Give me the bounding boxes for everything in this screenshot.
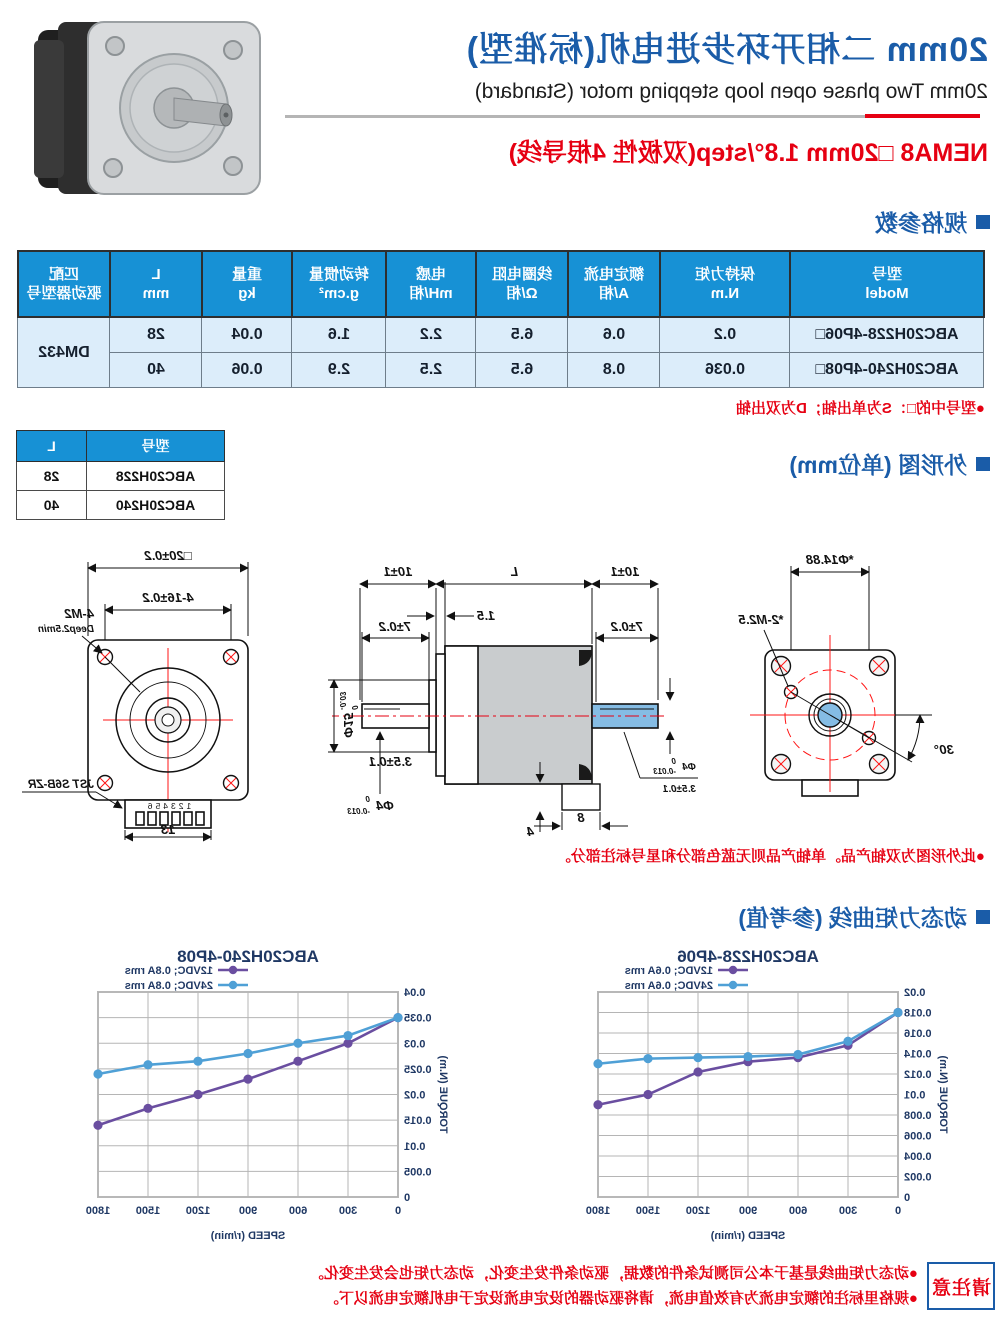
dim-label: 4 (526, 824, 534, 839)
svg-text:0.002: 0.002 (904, 1171, 932, 1184)
spec-table (17, 250, 985, 388)
svg-text:0: 0 (365, 795, 370, 804)
front-view-drawing (20, 520, 308, 842)
page-subtitle: 20mm Two phase open loop stepping motor (Standard) (474, 80, 988, 103)
divider-red-accent (865, 114, 980, 118)
svg-text:0.04: 0.04 (404, 987, 426, 999)
side-view-drawing (308, 520, 700, 842)
svg-text:TORQUE (N.m): TORQUE (N.m) (437, 1055, 449, 1134)
spec-row-2: ABC20H240-4P08□ 0.036 0.8 6.5 2.5 2.9 0.06 40 (18, 353, 984, 388)
svg-text:1200: 1200 (185, 1205, 211, 1217)
section-bullet-icon (976, 910, 990, 924)
model-spec-line: NEMA8 □20mm 1.8°/step(双极性 4根导线) (508, 139, 988, 167)
svg-text:0.008: 0.008 (904, 1110, 932, 1122)
svg-text:12VDC; 0.6A rms: 12VDC; 0.6A rms (624, 965, 713, 977)
svg-text:1800: 1800 (585, 1205, 611, 1217)
torque-chart-abc20h228 (510, 942, 960, 1242)
svg-text:SPEED (r/min): SPEED (r/min) (210, 1230, 286, 1242)
length-row: ABC20H240 40 (17, 491, 225, 520)
dual-shaft-note: ●此外形图为双轴产品。单轴产品则无蓝色部分和星号标注部分。 (555, 848, 985, 865)
svg-text:SPEED (r/min): SPEED (r/min) (710, 1230, 786, 1242)
dim-label: □20±0.2 (144, 548, 192, 563)
dim-label: Φ15 (341, 712, 356, 738)
svg-text:0.005: 0.005 (404, 1166, 432, 1179)
section-bullet-icon (976, 457, 990, 471)
svg-text:-0.013: -0.013 (347, 807, 370, 816)
dim-label: 10±1 (383, 564, 413, 579)
svg-text:0.004: 0.004 (904, 1151, 932, 1163)
driver-model-cell: DM432 (18, 317, 110, 388)
pin-numbers: 123456 (144, 801, 192, 811)
svg-text:600: 600 (288, 1205, 308, 1217)
svg-text:0.01: 0.01 (904, 1089, 926, 1102)
svg-text:0.02: 0.02 (904, 987, 926, 999)
dim-label: Φ4 (376, 798, 394, 813)
dim-label: 7±0.2 (610, 619, 644, 634)
svg-text:-0.013: -0.013 (653, 767, 676, 776)
svg-text:0: 0 (350, 705, 359, 710)
dim-label: 4-M2 (64, 606, 94, 621)
shaft-code-note: ●型号中的□：S为单出轴；D为双出轴 (736, 400, 985, 417)
svg-text:1500: 1500 (135, 1205, 161, 1217)
length-row: ABC20H228 28 (17, 462, 225, 491)
dim-label: 13 (160, 822, 176, 837)
dim-label: 3.5±0.1 (662, 784, 696, 795)
dim-label: 10±1 (610, 564, 640, 579)
notice-line: ●规格里标注的额定电流为有效值电流，请将驱动器的设定电流设定于电机额定电流以下。 (323, 1290, 918, 1307)
svg-text:0.01: 0.01 (404, 1140, 426, 1153)
svg-text:0.03: 0.03 (404, 1038, 426, 1051)
svg-text:0.014: 0.014 (904, 1048, 932, 1061)
dim-label: 3.5±0.1 (368, 754, 412, 769)
spec-header-row: 型号 Model 保持力矩 N.m 额定电流 A/相 线圈电阻 Ω/相 电感 mH/相 转动惯量 g.cm² 重量 kg L mm 匹配 驱动器型号 (18, 251, 984, 317)
svg-text:900: 900 (738, 1205, 758, 1217)
svg-text:1800: 1800 (85, 1205, 111, 1217)
dim-label: Deep2.5min (37, 624, 94, 635)
screw (104, 159, 122, 177)
svg-text:0: 0 (404, 1192, 411, 1204)
rear-view-drawing (690, 520, 980, 842)
motor-photo-graphic (20, 14, 278, 202)
dim-label: 4-16±0.2 (142, 590, 194, 605)
section-specs-label: 规格参数 (875, 210, 967, 236)
svg-text:0.02: 0.02 (404, 1089, 426, 1102)
svg-text:TORQUE (N.m): TORQUE (N.m) (937, 1055, 949, 1134)
spec-row-1: ABC20H228-4P06□ 0.2 0.6 6.5 2.2 1.6 0.04 28 DM432 (18, 317, 984, 353)
svg-text:600: 600 (788, 1205, 808, 1217)
svg-text:0.012: 0.012 (904, 1069, 932, 1081)
screw (224, 41, 242, 59)
svg-text:12VDC; 0.8A rms: 12VDC; 0.8A rms (124, 965, 213, 977)
notice-badge: 请注意 (927, 1262, 995, 1310)
screw (106, 37, 124, 55)
dim-label: Φ4 (682, 762, 696, 773)
svg-text:0.025: 0.025 (404, 1063, 432, 1076)
svg-text:0.035: 0.035 (404, 1012, 432, 1025)
dim-label: *2-M2.5 (738, 612, 784, 627)
connector-side (562, 784, 600, 810)
header-divider (285, 115, 980, 118)
svg-text:300: 300 (838, 1205, 858, 1217)
svg-text:0: 0 (671, 757, 676, 766)
section-curves (738, 900, 990, 933)
notice-text (309, 1261, 918, 1311)
svg-text:0: 0 (894, 1205, 902, 1217)
dim-label: L (510, 564, 518, 579)
svg-text:1200: 1200 (685, 1205, 711, 1217)
section-dimensions (789, 447, 990, 480)
svg-text:0.006: 0.006 (904, 1130, 932, 1143)
svg-text:0.016: 0.016 (904, 1028, 932, 1040)
connector-label: JST S6B-ZR (28, 779, 94, 791)
dim-label: *Φ14.88 (805, 552, 855, 567)
motor-photo (20, 14, 278, 202)
svg-text:300: 300 (338, 1205, 358, 1217)
svg-text:-0.03: -0.03 (338, 691, 347, 710)
svg-text:0.018: 0.018 (904, 1007, 932, 1020)
page-title: 20mm 二相开环步进电机(标准型) (465, 31, 988, 69)
svg-text:0: 0 (394, 1205, 402, 1217)
notice-line: ●动态力矩曲线是基于本公司测试条件的数据，驱动条件发生变化，动态力矩也会发生变化。 (308, 1265, 918, 1282)
dim-label: 7±0.2 (378, 619, 412, 634)
section-dimensions-label: 外形图 (单位mm) (789, 452, 967, 478)
section-bullet-icon (976, 215, 990, 229)
torque-chart-abc20h240 (10, 942, 460, 1242)
dim-label: 1.5 (476, 608, 496, 623)
svg-text:1500: 1500 (635, 1205, 661, 1217)
svg-text:24VDC; 0.8A rms: 24VDC; 0.8A rms (124, 980, 213, 992)
dim-label: 8 (577, 810, 585, 825)
svg-text:ABC20H240-4P08: ABC20H240-4P08 (177, 947, 319, 966)
svg-text:ABC20H228-4P06: ABC20H228-4P06 (677, 947, 819, 966)
svg-text:0: 0 (904, 1192, 911, 1204)
svg-text:0.015: 0.015 (404, 1115, 432, 1128)
section-curves-label: 动态力矩曲线 (参考值) (738, 905, 967, 931)
screw (224, 157, 242, 175)
length-table: 型号 L ABC20H228 28 ABC20H240 40 (16, 430, 225, 520)
svg-text:24VDC; 0.6A rms: 24VDC; 0.6A rms (624, 980, 713, 992)
section-specs (875, 205, 990, 238)
dim-label: 30° (934, 742, 954, 757)
dimension-drawings (0, 520, 1000, 842)
svg-text:900: 900 (238, 1205, 258, 1217)
